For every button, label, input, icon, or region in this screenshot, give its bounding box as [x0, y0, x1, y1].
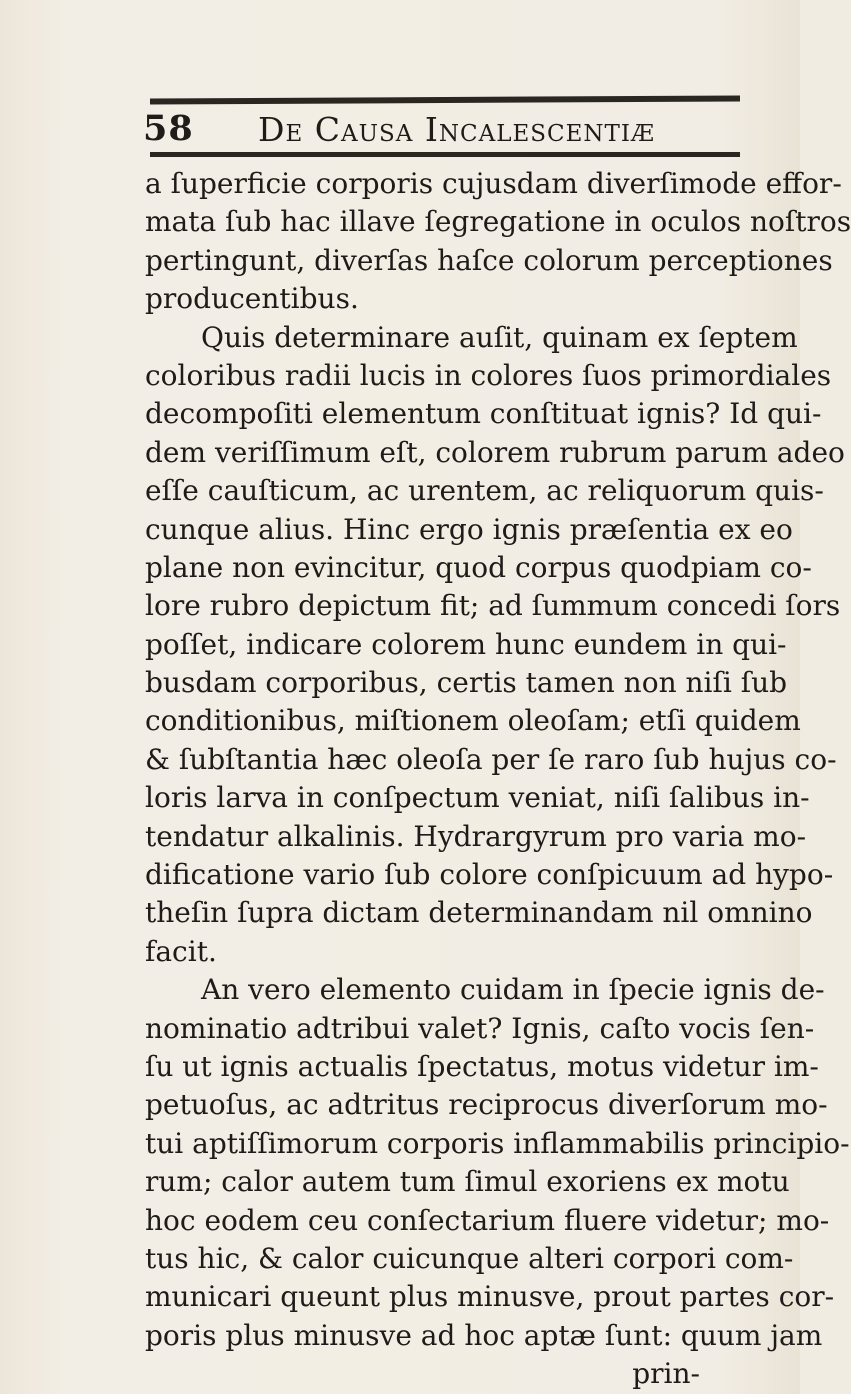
text-line: dem veriſſimum eſt, colorem rubrum parum adeo — [145, 435, 845, 469]
text-line: ſu ut ignis actualis ſpectatus, motus videtur im- — [145, 1049, 819, 1083]
text-line: hoc eodem ceu conſectarium fluere videtur; mo- — [145, 1203, 830, 1237]
text-line: eſſe cauſticum, ac urentem, ac reliquorum quis- — [145, 474, 824, 508]
text-line: tus hic, & calor cuicunque alteri corpori com- — [145, 1241, 794, 1275]
body-text — [145, 165, 851, 1394]
text-line: nominatio adtribui valet? Ignis, caſto vocis ſen- — [145, 1011, 815, 1045]
header-rule-bottom — [150, 152, 740, 157]
text-line: poſſet, indicare colorem hunc eundem in qui- — [145, 627, 787, 661]
header-rule-top — [150, 95, 740, 104]
text-line: plane non evincitur, quod corpus quodpiam co- — [145, 550, 812, 584]
text-line: producentibus. — [145, 282, 359, 316]
page-number: 58 — [143, 108, 194, 149]
text-line: lore rubro depictum fit; ad ſummum concedi ſors — [145, 589, 841, 623]
running-head: De Causa Incalescentiæ — [258, 110, 655, 149]
text-line: poris plus minusve ad hoc aptæ ſunt: quum jam — [145, 1318, 823, 1352]
text-line: cunque alius. Hinc ergo ignis præſentia ex eo — [145, 512, 793, 546]
text-line: facit. — [145, 934, 217, 968]
text-line: theſin ſupra dictam determinandam nil omnino — [145, 896, 813, 930]
text-line: coloribus radii lucis in colores ſuos primordiales — [145, 358, 832, 392]
text-line: dificatione vario ſub colore conſpicuum ad hypo- — [145, 858, 834, 892]
text-line: decompoſiti elementum conſtituat ignis? Id qui- — [145, 397, 822, 431]
text-line: petuoſus, ac adtritus reciprocus diverſorum mo- — [145, 1088, 828, 1122]
catchword: prin- — [632, 1357, 700, 1391]
text-line: tui aptiſſimorum corporis inflammabilis principio- — [145, 1126, 850, 1160]
text-line: a ſuperficie corporis cujusdam diverſimode effor- — [145, 167, 842, 200]
paragraph-start-line: Quis determinare auſit, quinam ex ſeptem — [201, 320, 798, 354]
text-line: tendatur alkalinis. Hydrargyrum pro varia mo- — [145, 819, 807, 853]
text-line: busdam corporibus, certis tamen non niſi ſub — [145, 666, 788, 700]
text-line: pertingunt, diverſas haſce colorum perceptiones — [145, 243, 833, 277]
text-line: & ſubſtantia hæc oleoſa per ſe raro ſub hujus co- — [145, 742, 837, 776]
paragraph-start-line: An vero elemento cuidam in ſpecie ignis de- — [201, 973, 825, 1007]
text-line: municari queunt plus minusve, prout partes cor- — [145, 1280, 835, 1314]
text-line: rum; calor autem tum ſimul exoriens ex motu — [145, 1165, 790, 1199]
text-line: mata ſub hac illave ſegregatione in oculos noſtros — [145, 205, 851, 239]
text-line: conditionibus, miſtionem oleoſam; etſi quidem — [145, 704, 801, 738]
text-line: loris larva in conſpectum veniat, niſi ſalibus in- — [145, 781, 810, 815]
